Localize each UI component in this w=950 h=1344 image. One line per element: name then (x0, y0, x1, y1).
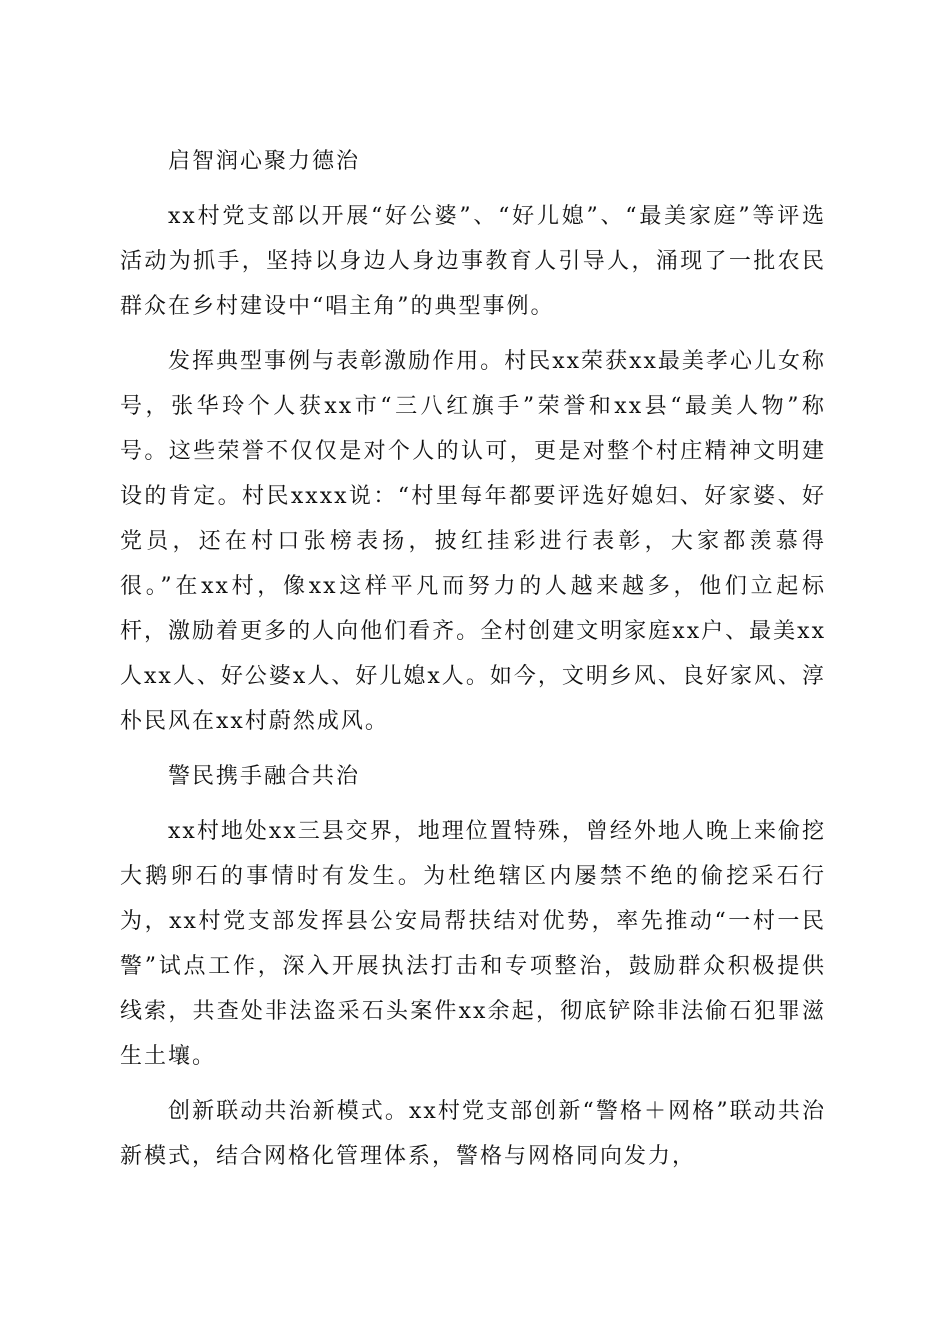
body-paragraph: 发挥典型事例与表彰激励作用。村民xx荣获xx最美孝心儿女称号，张华玲个人获xx市“三八红旗手”荣誉和xx县“最美人物”称号。这些荣誉不仅仅是对个人的认可，更是对整个村庄精神文明建设的肯定。村民xxxx说：“村里每年都要评选好媳妇、好家婆、好党员，还在村口张榜表扬，披红挂彩进行表彰，大家都羡慕得很。”在xx村，像xx这样平凡而努力的人越来越多，他们立起标杆，激励着更多的人向他们看齐。全村创建文明家庭xx户、最美xx人xx人、好公婆x人、好儿媳x人。如今，文明乡风、良好家风、淳朴民风在xx村蔚然成风。 (120, 349, 826, 734)
document-body (120, 139, 826, 1179)
section-heading-police-civilian: 警民携手融合共治 (168, 764, 361, 789)
section-heading-moral-governance: 启智润心聚力德治 (168, 149, 361, 174)
body-paragraph: xx村地处xx三县交界，地理位置特殊，曾经外地人晚上来偷挖大鹅卵石的事情时有发生。为杜绝辖区内屡禁不绝的偷挖采石行为，xx村党支部发挥县公安局帮扶结对优势，率先推动“一村一民警”试点工作，深入开展执法打击和专项整治，鼓励群众积极提供线索，共查处非法盗采石头案件xx余起，彻底铲除非法偷石犯罪滋生土壤。 (120, 819, 826, 1069)
body-paragraph: xx村党支部以开展“好公婆”、“好儿媳”、“最美家庭”等评选活动为抓手，坚持以身边人身边事教育人引导人，涌现了一批农民群众在乡村建设中“唱主角”的典型事例。 (120, 204, 826, 319)
body-paragraph: 创新联动共治新模式。xx村党支部创新“警格＋网格”联动共治新模式，结合网格化管理体系，警格与网格同向发力， (120, 1099, 826, 1169)
